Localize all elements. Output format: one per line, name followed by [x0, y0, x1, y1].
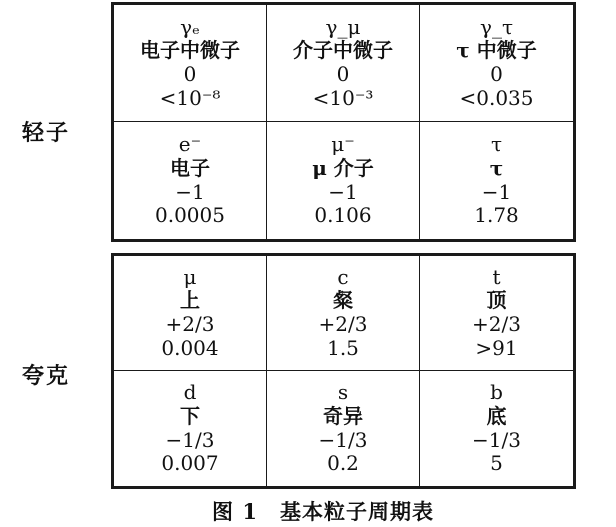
lepton-cell — [114, 5, 267, 122]
figure-caption: 图 1 基本粒子周期表 — [212, 499, 434, 524]
particle-mass: 0.004 — [161, 335, 219, 360]
particle-charge: +2/3 — [165, 312, 215, 336]
particle-name: 粲 — [333, 288, 353, 313]
particle-symbol: t — [492, 264, 501, 289]
particle-name: τ — [489, 155, 504, 180]
particle-name: 下 — [180, 403, 200, 428]
particle-charge: 0 — [336, 62, 350, 86]
particle-name: 电子中微子 — [140, 38, 240, 63]
particle-symbol: γₑ — [180, 14, 200, 39]
particle-symbol: d — [183, 380, 197, 405]
lepton-cell — [420, 122, 573, 239]
particle-mass: >91 — [475, 335, 518, 360]
particle-mass: 0.2 — [327, 451, 359, 476]
particle-symbol: e⁻ — [178, 132, 202, 157]
quark-row-label: 夸克 — [22, 363, 71, 389]
particle-name: μ 介子 — [312, 155, 374, 180]
particle-charge: 0 — [490, 62, 503, 86]
particle-mass: 1.78 — [474, 203, 519, 228]
particle-symbol: s — [337, 380, 349, 405]
lepton-row-label: 轻子 — [22, 120, 71, 146]
particle-symbol: μ — [183, 264, 197, 289]
quark-cell — [114, 371, 267, 486]
particle-charge: +2/3 — [472, 312, 521, 336]
quark-cell — [420, 371, 573, 486]
particle-charge: −1/3 — [318, 427, 368, 452]
particle-charge: 0 — [183, 62, 197, 86]
particle-symbol: b — [490, 380, 503, 405]
quark-cell — [420, 256, 573, 371]
particle-mass: <10⁻⁸ — [159, 85, 221, 110]
quark-table — [111, 253, 576, 489]
lepton-table — [111, 2, 576, 242]
particle-mass: 1.5 — [327, 335, 359, 360]
particle-charge: −1 — [175, 179, 205, 204]
particle-mass: <10⁻³ — [312, 85, 374, 110]
particle-charge: −1/3 — [165, 427, 215, 452]
quark-cell — [267, 371, 420, 486]
particle-name: 电子 — [170, 155, 210, 180]
particle-symbol: γ_μ — [325, 14, 361, 39]
particle-mass: 0.106 — [314, 203, 372, 228]
lepton-cell — [267, 122, 420, 239]
particle-name: 介子中微子 — [293, 38, 393, 63]
particle-charge: −1 — [481, 179, 512, 204]
particle-name: 底 — [486, 403, 507, 428]
particle-charge: +2/3 — [318, 312, 368, 336]
particle-mass: <0.035 — [459, 85, 534, 110]
quark-cell — [114, 256, 267, 371]
particle-charge: −1 — [328, 179, 358, 204]
particle-name: τ 中微子 — [456, 38, 537, 63]
particle-symbol: γ_τ — [479, 14, 514, 39]
lepton-cell — [420, 5, 573, 122]
particle-mass: 0.007 — [161, 451, 219, 476]
particle-charge: −1/3 — [472, 427, 521, 452]
lepton-cell — [267, 5, 420, 122]
particle-symbol: c — [337, 264, 349, 289]
particle-name: 顶 — [486, 288, 507, 313]
particle-name: 奇异 — [323, 403, 363, 428]
lepton-cell — [114, 122, 267, 239]
particle-mass: 5 — [490, 451, 503, 476]
quark-cell — [267, 256, 420, 371]
particle-symbol: τ — [490, 132, 503, 157]
particle-name: 上 — [180, 288, 200, 313]
particle-mass: 0.0005 — [155, 203, 225, 228]
particle-symbol: μ⁻ — [331, 132, 355, 157]
